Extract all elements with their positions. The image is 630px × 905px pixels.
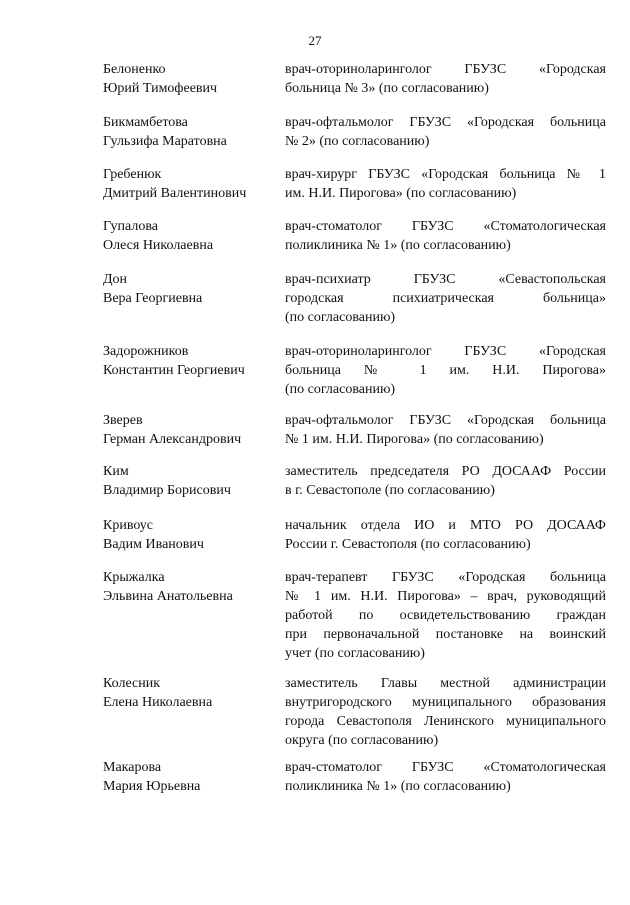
member-name xyxy=(103,462,273,500)
member-surname: Зверев xyxy=(103,413,143,428)
member-role-line: врач-стоматолог ГБУЗС «Стоматологическая xyxy=(285,760,606,775)
member-name xyxy=(103,674,273,712)
member-given-names: Юрий Тимофеевич xyxy=(103,81,218,96)
member-role xyxy=(285,568,606,663)
member-name xyxy=(103,165,273,203)
member-role-line: городская психиатрическая больница» xyxy=(285,291,606,306)
member-surname: Макарова xyxy=(103,760,162,775)
member-name xyxy=(103,568,273,606)
member-role xyxy=(285,674,606,750)
member-name xyxy=(103,342,273,380)
member-role-line: врач-психиатр ГБУЗС «Севастопольская xyxy=(285,272,606,287)
member-given-names: Константин Георгиевич xyxy=(103,363,245,378)
member-given-names: Олеся Николаевна xyxy=(103,238,214,253)
member-given-names: Владимир Борисович xyxy=(103,483,231,498)
member-role-line: учет (по согласованию) xyxy=(285,646,425,661)
member-given-names: Вера Георгиевна xyxy=(103,291,203,306)
member-role-line: больница № 3» (по согласованию) xyxy=(285,81,489,96)
member-given-names: Герман Александрович xyxy=(103,432,242,447)
member-given-names: Дмитрий Валентинович xyxy=(103,186,247,201)
member-role-line: врач-оториноларинголог ГБУЗС «Городская xyxy=(285,62,606,77)
member-role xyxy=(285,342,606,399)
member-surname: Белоненко xyxy=(103,62,166,77)
member-role xyxy=(285,462,606,500)
member-surname: Кривоус xyxy=(103,518,154,533)
member-role-line: заместитель Главы местной администрации xyxy=(285,676,606,691)
member-role-line: врач-стоматолог ГБУЗС «Стоматологическая xyxy=(285,219,606,234)
member-role xyxy=(285,270,606,327)
member-role xyxy=(285,758,606,796)
member-surname: Гребенюк xyxy=(103,167,162,182)
member-given-names: Вадим Иванович xyxy=(103,537,204,552)
member-role-line: № 2» (по согласованию) xyxy=(285,134,430,149)
member-role xyxy=(285,165,606,203)
member-role xyxy=(285,411,606,449)
member-role-line: врач-офтальмолог ГБУЗС «Городская больница xyxy=(285,115,606,130)
member-role-line: России г. Севастополя (по согласованию) xyxy=(285,537,531,552)
member-name xyxy=(103,270,273,308)
member-name xyxy=(103,758,273,796)
member-role-line: поликлиника № 1» (по согласованию) xyxy=(285,238,511,253)
member-name xyxy=(103,411,273,449)
member-given-names: Елена Николаевна xyxy=(103,695,213,710)
member-given-names: Гульзифа Маратовна xyxy=(103,134,227,149)
page-number: 27 xyxy=(308,33,322,48)
member-role-line: № 1 им. Н.И. Пирогова» (по согласованию) xyxy=(285,432,544,447)
member-role xyxy=(285,113,606,151)
member-role-line: поликлиника № 1» (по согласованию) xyxy=(285,779,511,794)
member-role-line: начальник отдела ИО и МТО РО ДОСААФ xyxy=(285,518,606,533)
member-surname: Задорожников xyxy=(103,344,189,359)
member-role-line: врач-терапевт ГБУЗС «Городская больница xyxy=(285,570,606,585)
member-role xyxy=(285,516,606,554)
member-role-line: округа (по согласованию) xyxy=(285,733,439,748)
member-given-names: Мария Юрьевна xyxy=(103,779,201,794)
member-role-line: при первоначальной постановке на воинский xyxy=(285,627,606,642)
member-role-line: в г. Севастополе (по согласованию) xyxy=(285,483,495,498)
member-role-line: больница № 1 им. Н.И. Пирогова» xyxy=(285,363,606,378)
member-name xyxy=(103,60,273,98)
member-name xyxy=(103,113,273,151)
member-role-line: внутригородского муниципального образования xyxy=(285,695,606,710)
member-surname: Колесник xyxy=(103,676,161,691)
member-surname: Бикмамбетова xyxy=(103,115,188,130)
member-name xyxy=(103,217,273,255)
member-surname: Гупалова xyxy=(103,219,159,234)
member-surname: Дон xyxy=(103,272,128,287)
member-role xyxy=(285,217,606,255)
member-role-line: (по согласованию) xyxy=(285,382,396,397)
member-name xyxy=(103,516,273,554)
member-role-line: им. Н.И. Пирогова» (по согласованию) xyxy=(285,186,517,201)
member-given-names: Эльвина Анатольевна xyxy=(103,589,233,604)
member-role xyxy=(285,60,606,98)
member-role-line: врач-оториноларинголог ГБУЗС «Городская xyxy=(285,344,606,359)
member-role-line: города Севастополя Ленинского муниципального xyxy=(285,714,606,729)
member-surname: Ким xyxy=(103,464,129,479)
member-role-line: заместитель председателя РО ДОСААФ России xyxy=(285,464,606,479)
member-role-line: врач-хирург ГБУЗС «Городская больница № 1 xyxy=(285,167,606,182)
member-role-line: врач-офтальмолог ГБУЗС «Городская больница xyxy=(285,413,606,428)
member-role-line: № 1 им. Н.И. Пирогова» – врач, руководящий xyxy=(285,589,606,604)
member-surname: Крыжалка xyxy=(103,570,165,585)
member-role-line: (по согласованию) xyxy=(285,310,396,325)
member-role-line: работой по освидетельствованию граждан xyxy=(285,608,606,623)
